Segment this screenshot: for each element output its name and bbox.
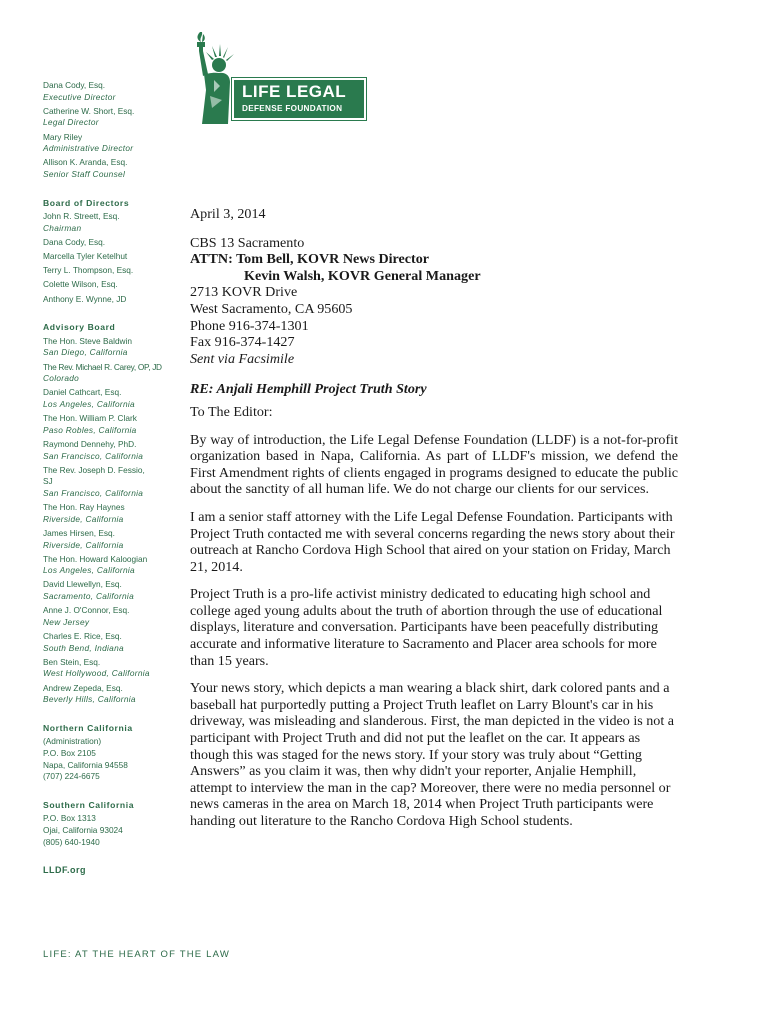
delivery-method: Sent via Facsimile — [190, 350, 295, 367]
logo-title: LIFE LEGAL — [242, 82, 347, 101]
staff-role: Executive Director — [43, 91, 116, 102]
recipient-phone: Phone 916-374-1301 — [190, 317, 309, 334]
advisor-name: Daniel Cathcart, Esq. — [43, 387, 122, 398]
northern-heading: Northern California — [43, 722, 133, 733]
letter-date: April 3, 2014 — [190, 206, 266, 222]
advisor-name: SJ — [43, 476, 53, 487]
southern-line: Ojai, California 93024 — [43, 824, 123, 835]
advisor-name: The Hon. William P. Clark — [43, 413, 137, 424]
northern-line: (Administration) — [43, 736, 102, 747]
recipient-city: West Sacramento, CA 95605 — [190, 300, 353, 317]
board-member-role: Chairman — [43, 222, 82, 233]
board-member-name: John R. Streett, Esq. — [43, 211, 120, 222]
staff-name: Catherine W. Short, Esq. — [43, 105, 135, 116]
organization-logo — [190, 30, 368, 124]
advisor-name: The Hon. Howard Kaloogian — [43, 553, 148, 564]
salutation: To The Editor: — [190, 403, 273, 420]
advisor-location: Los Angeles, California — [43, 399, 135, 409]
southern-heading: Southern California — [43, 799, 135, 810]
paragraph-project-truth: Project Truth is a pro-life activist ministry dedicated to educating high school and college aged young adults about the truth of abortion through the use of educational displays, literature and conversation. Participants have been peacefully distributing accurate and informative literature to Sacramento and Placer area schools for more than 15 years. — [190, 586, 663, 669]
board-of-directors — [43, 198, 183, 306]
northern-office — [43, 723, 183, 783]
board-member-name: Colette Wilson, Esq. — [43, 279, 118, 290]
southern-line: P.O. Box 1313 — [43, 813, 96, 824]
advisor-location: Sacramento, California — [43, 591, 134, 602]
paragraph-concerns: I am a senior staff attorney with the Life Legal Defense Foundation. Participants with Project Truth contacted me with several concerns regarding the news story about their outreach at Rancho Cordova High School that aired on your station on Friday, March 21, 2014. — [190, 508, 675, 575]
advisor-location: San Francisco, California — [43, 487, 144, 498]
advisor-location: Beverly Hills, California — [43, 694, 136, 705]
northern-line: (707) 224-6675 — [43, 771, 100, 782]
advisor-location: Colorado — [43, 373, 80, 384]
advisor-name: Ben Stein, Esq. — [43, 656, 101, 667]
advisory-heading: Advisory Board — [43, 322, 116, 333]
staff-role: Administrative Director — [43, 143, 134, 154]
attn-line-1: ATTN: Tom Bell, KOVR News Director — [190, 251, 430, 268]
advisor-location: West Hollywood, California — [43, 668, 150, 679]
northern-line: Napa, California 94558 — [43, 759, 128, 770]
staff-list — [43, 80, 183, 181]
board-member-name: Dana Cody, Esq. — [43, 236, 106, 247]
advisor-name: The Rev. Joseph D. Fessio, — [43, 464, 145, 475]
staff-role: Senior Staff Counsel — [43, 168, 126, 179]
paragraph-news-story: Your news story, which depicts a man wearing a black shirt, dark colored pants and a baseball hat purportedly putting a Project Truth leaflet on Larry Blount's car in his driveway, was misleading and slanderous. First, the man depicted in the video is not a participant with Project Truth and did not put the leaflet on the car. It appears as though this was staged for the news story. If your story was truly about “Getting Answers” as you claim it was, then why didn't your reporter, Anjalie Hemphill, attempt to interview the man in the cap? Moreover, there were no media personnel or news cameras in the area on March 18, 2014 when Project Truth participants were handing out literature to the Rancho Cordova High School students. — [190, 680, 675, 829]
southern-line: (805) 640-1940 — [43, 836, 100, 847]
letterhead-sidebar — [43, 80, 183, 877]
advisory-board — [43, 322, 183, 706]
advisor-location: San Francisco, California — [43, 450, 144, 461]
advisor-location: South Bend, Indiana — [43, 642, 124, 653]
staff-name: Dana Cody, Esq. — [43, 80, 106, 90]
advisor-location: Riverside, California — [43, 513, 124, 524]
board-member-name: Marcella Tyler Ketelhut — [43, 251, 128, 262]
advisor-name: Raymond Dennehy, PhD. — [43, 438, 137, 449]
staff-name: Allison K. Aranda, Esq. — [43, 157, 128, 168]
staff-role: Legal Director — [43, 117, 99, 128]
advisor-location: San Diego, California — [43, 347, 128, 358]
advisor-location: Paso Robles, California — [43, 424, 137, 435]
advisor-name: Charles E. Rice, Esq. — [43, 631, 122, 642]
board-member-name: Anthony E. Wynne, JD — [43, 293, 127, 304]
advisor-name: The Rev. Michael R. Carey, OP, JD — [43, 361, 162, 372]
recipient-address — [190, 235, 678, 368]
recipient-street: 2713 KOVR Drive — [190, 284, 298, 301]
recipient-fax: Fax 916-374-1427 — [190, 334, 295, 351]
advisor-name: The Hon. Ray Haynes — [43, 502, 125, 513]
board-member-name: Terry L. Thompson, Esq. — [43, 265, 134, 276]
advisor-name: James Hirsen, Esq. — [43, 527, 115, 538]
paragraph-intro: By way of introduction, the Life Legal Defense Foundation (LLDF) is a not-for-profit organization based in Napa, California. As part of LLDF's mission, we defend the First Amendment rights of clients engaged in programs designed to educate the public about the sanctity of all human life. We do not charge our clients for our services. — [190, 431, 678, 498]
logo-wordmark — [232, 78, 366, 120]
advisor-name: Anne J. O'Connor, Esq. — [43, 605, 130, 616]
northern-line: P.O. Box 2105 — [43, 747, 96, 758]
advisor-location: Riverside, California — [43, 539, 124, 550]
footer-tagline: LIFE: AT THE HEART OF THE LAW — [43, 949, 231, 960]
attn-line-2: Kevin Walsh, KOVR General Manager — [244, 267, 481, 284]
advisor-location: New Jersey — [43, 616, 90, 627]
staff-name: Mary Riley — [43, 131, 83, 142]
website-link[interactable]: LLDF.org — [43, 865, 86, 876]
advisor-name: David Llewellyn, Esq. — [43, 579, 122, 590]
logo-subtitle: DEFENSE FOUNDATION — [242, 104, 343, 113]
advisor-name: The Hon. Steve Baldwin — [43, 335, 133, 346]
advisor-name: Andrew Zepeda, Esq. — [43, 682, 123, 693]
southern-office — [43, 800, 183, 848]
subject-line: RE: Anjali Hemphill Project Truth Story — [190, 381, 427, 398]
board-heading: Board of Directors — [43, 197, 130, 208]
recipient-org: CBS 13 Sacramento — [190, 234, 305, 251]
letter-body — [190, 206, 678, 841]
advisor-location: Los Angeles, California — [43, 565, 135, 576]
